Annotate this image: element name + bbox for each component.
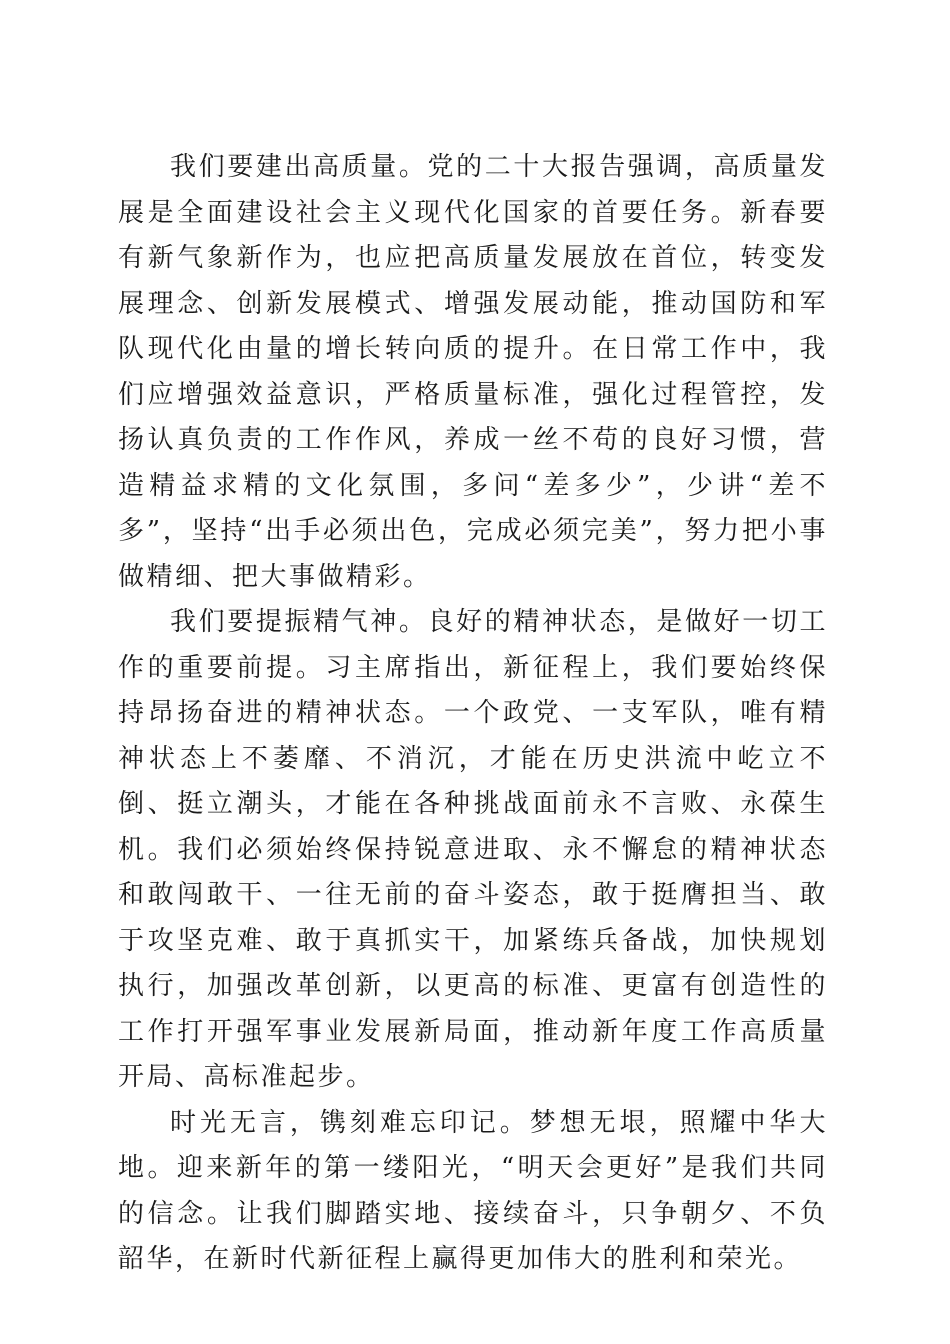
document-body [118, 145, 828, 1283]
paragraph-spirit: 我们要提振精气神。良好的精神状态，是做好一切工作的重要前提。习主席指出，新征程上，我们要始终保持昂扬奋进的精神状态。一个政党、一支军队，唯有精神状态上不萎靡、不消沉，才能在历史洪流中屹立不倒、挺立潮头，才能在各种挑战面前永不言败、永葆生机。我们必须始终保持锐意进取、永不懈怠的精神状态和敢闯敢干、一往无前的奋斗姿态，敢于挺膺担当、敢于攻坚克难、敢于真抓实干，加紧练兵备战，加快规划执行，加强改革创新，以更高的标准、更富有创造性的工作打开强军事业发展新局面，推动新年度工作高质量开局、高标准起步。 [118, 607, 828, 1092]
paragraph-closing: 时光无言，镌刻难忘印记。梦想无垠，照耀中华大地。迎来新年的第一缕阳光，“明天会更好”是我们共同的信念。让我们脚踏实地、接续奋斗，只争朝夕、不负韶华，在新时代新征程上赢得更加伟大的胜利和荣光。 [118, 1107, 828, 1274]
paragraph-quality: 我们要建出高质量。党的二十大报告强调，高质量发展是全面建设社会主义现代化国家的首要任务。新春要有新气象新作为，也应把高质量发展放在首位，转变发展理念、创新发展模式、增强发展动能，推动国防和军队现代化由量的增长转向质的提升。在日常工作中，我们应增强效益意识，严格质量标准，强化过程管控，发扬认真负责的工作作风，养成一丝不苟的良好习惯，营造精益求精的文化氛围，多问“差多少”，少讲“差不多”，坚持“出手必须出色，完成必须完美”，努力把小事做精细、把大事做精彩。 [118, 152, 828, 592]
